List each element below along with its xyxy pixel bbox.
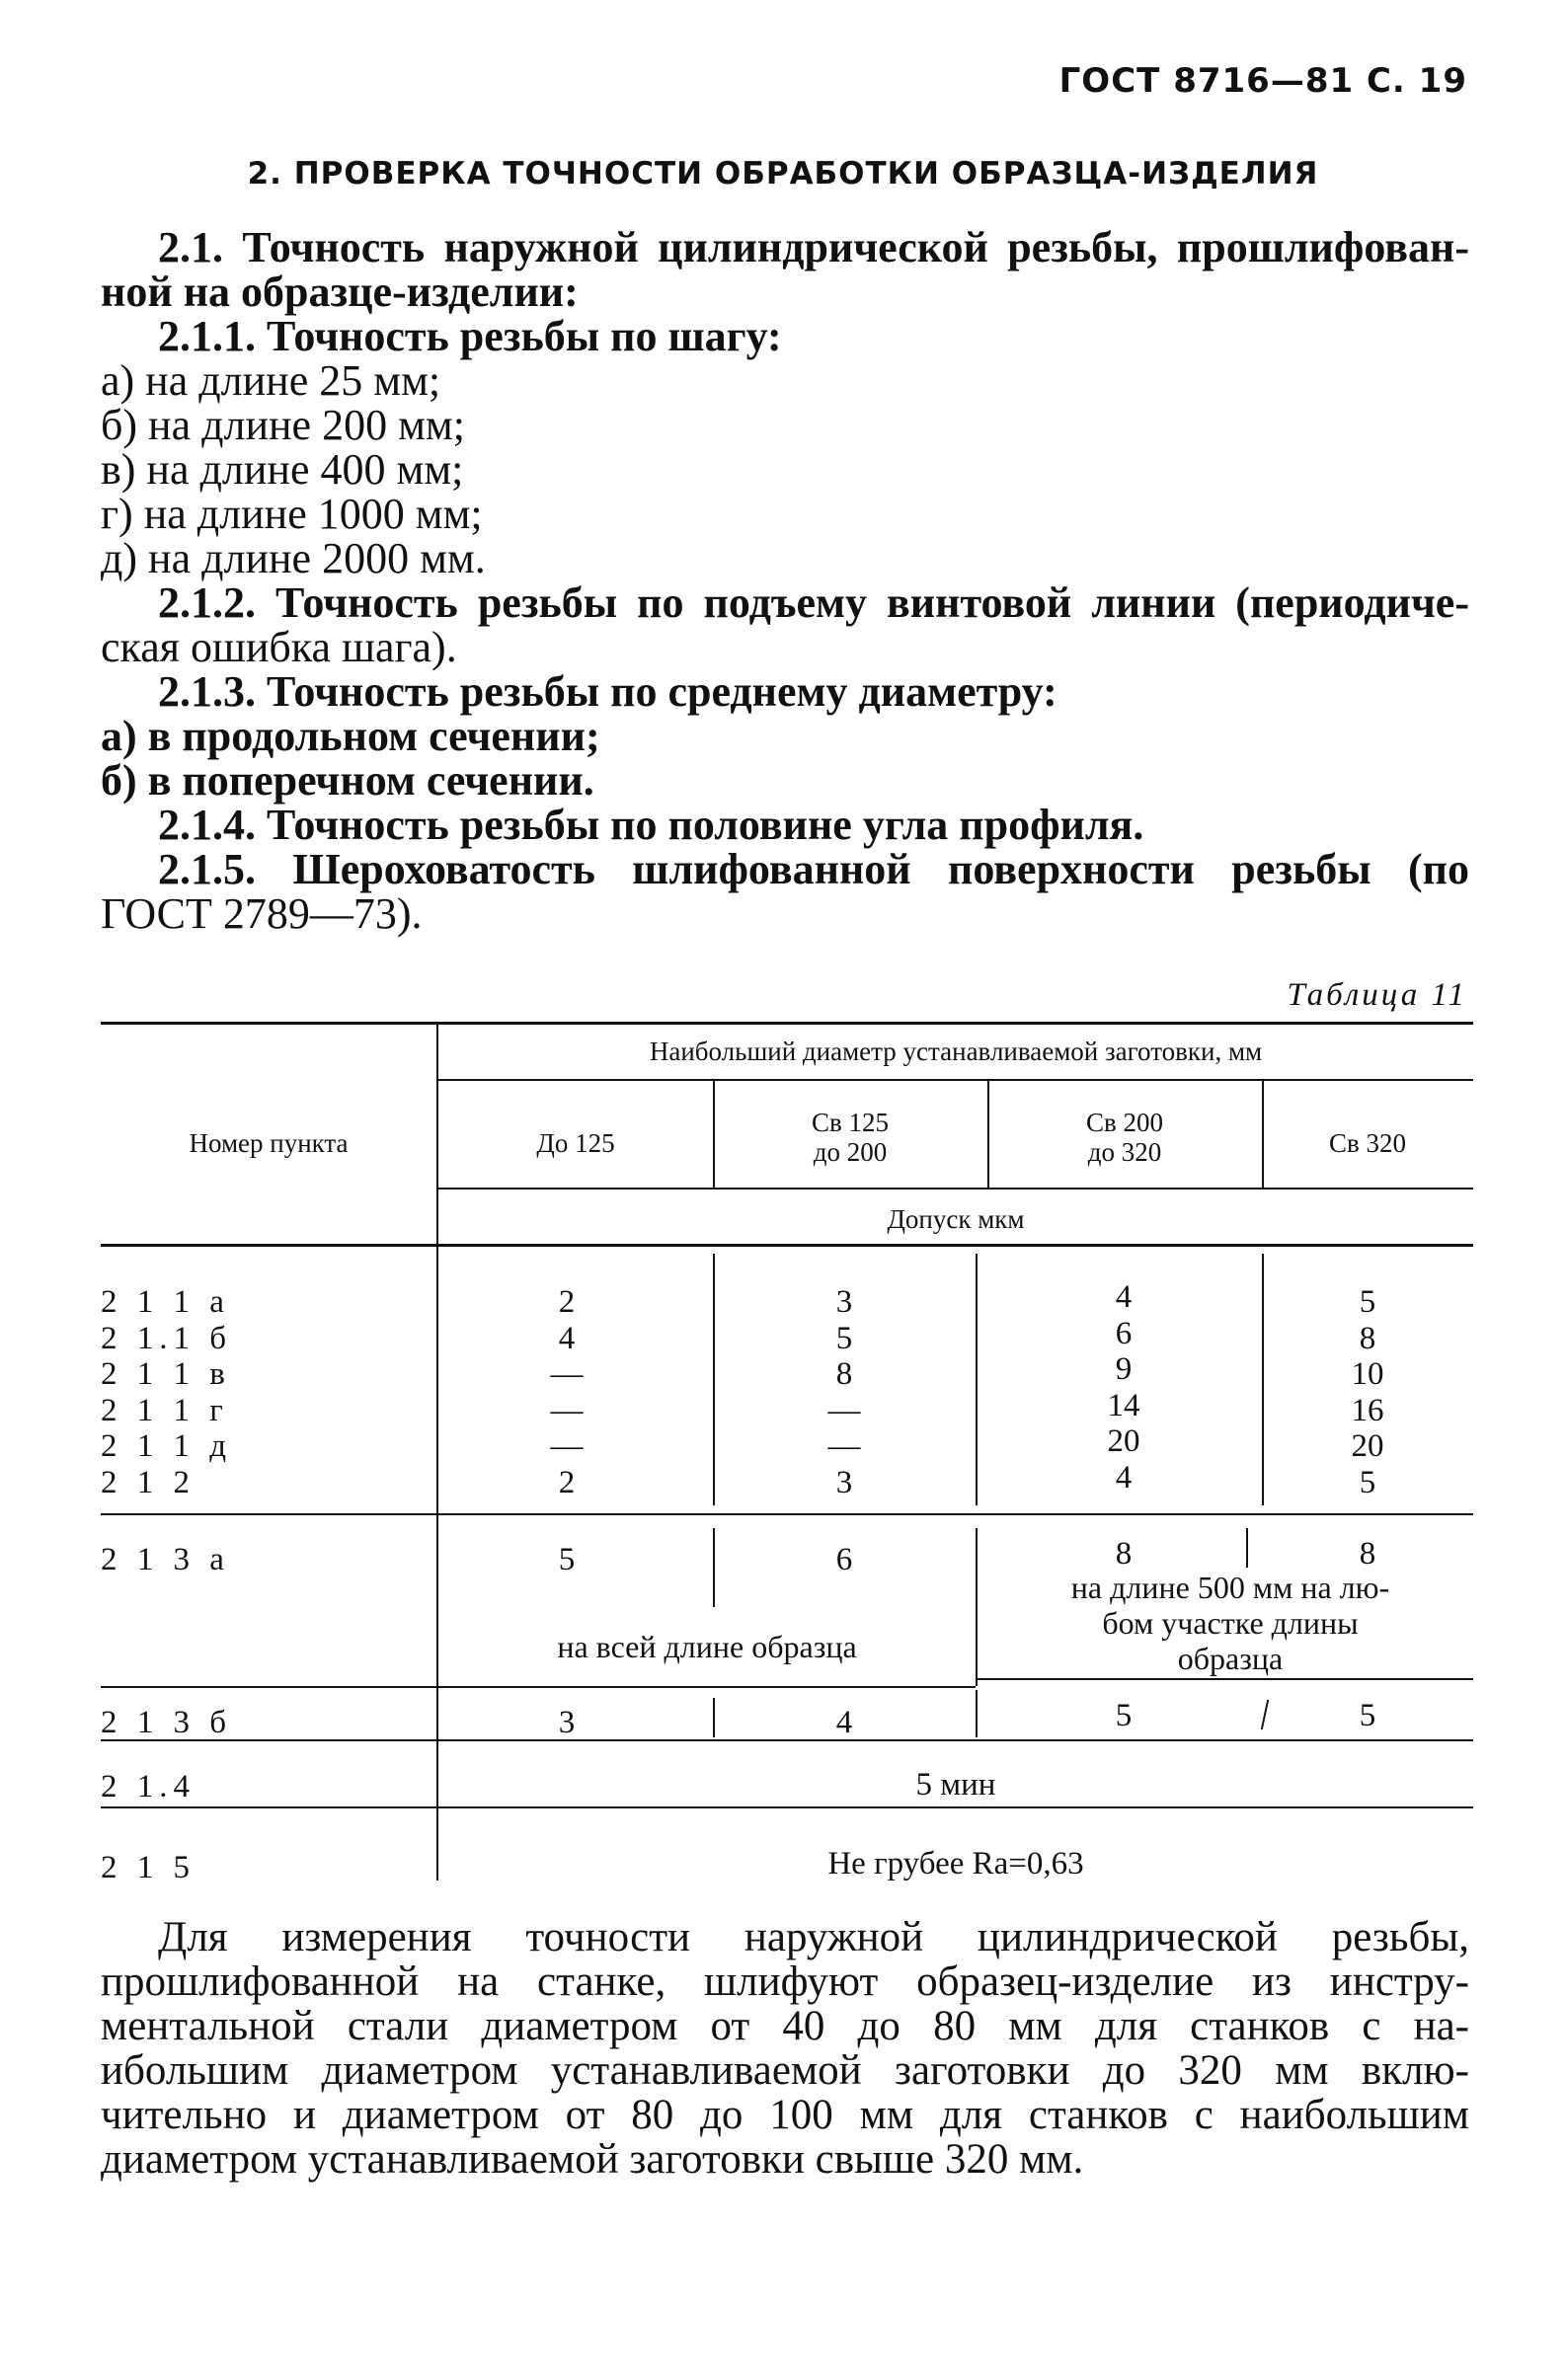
list-item-longitudinal: а) в продольном сечении; [101, 712, 600, 760]
table-cell: 4 [1115, 1279, 1133, 1315]
range-header-3-line2: до 320 [1087, 1137, 1162, 1167]
paragraph-2-1-3: 2.1.3. Точность резьбы по среднему диаметру: [158, 667, 1057, 716]
footer-line: прошлифованной на станке, шлифуют образец-изделие из инстру- [101, 1958, 1469, 2005]
range-header-3 [987, 1108, 1262, 1167]
row-215-item: 2 1 5 [101, 1850, 196, 1885]
tolerance-header: Допуск мкм [887, 1204, 1025, 1234]
row-213a-col1: 5 [558, 1542, 576, 1577]
group-header: Наибольший диаметр устанавливаемой заготовки, мм [649, 1036, 1263, 1066]
paragraph-2-1-5-line2: ГОСТ 2789—73). [101, 889, 423, 938]
range-header-2-line2: до 200 [813, 1137, 888, 1167]
row-213b-col3: 5 [1115, 1698, 1133, 1733]
table-cell: 8 [1359, 1320, 1376, 1356]
list-item-a: а) на длине 25 мм; [101, 356, 441, 405]
section-title: 2. ПРОВЕРКА ТОЧНОСТИ ОБРАБОТКИ ОБРАЗЦА-ИЗДЕЛИЯ [247, 156, 1319, 192]
note-line: образца [1177, 1641, 1284, 1676]
table-cell: 16 [1351, 1392, 1384, 1428]
range-header-2-line1: Св 125 [811, 1108, 889, 1137]
table-cell: — [827, 1428, 861, 1464]
table-cell: 3 [835, 1284, 853, 1320]
row-213a-note-right [987, 1570, 1473, 1676]
table-row-item: 2 1 1 а [101, 1284, 230, 1320]
table-cell: 5 [1359, 1464, 1376, 1500]
table-cell: 2 [558, 1464, 576, 1500]
table-rule-col3-213a [976, 1528, 978, 1686]
block1-col3 [997, 1279, 1250, 1496]
range-header-3-line1: Св 200 [1085, 1108, 1163, 1137]
table-cell: 5 [835, 1320, 853, 1356]
row-213a-col2: 6 [835, 1542, 853, 1577]
range-header-4: Св 320 [1328, 1128, 1406, 1158]
list-item-g: г) на длине 1000 мм; [101, 490, 483, 538]
table-cell: 9 [1115, 1351, 1133, 1387]
item-number-header: Номер пункта [189, 1128, 349, 1158]
table-rule-block1 [101, 1513, 1473, 1515]
table-row-item: 2 1.1 б [101, 1320, 233, 1356]
row-214-item: 2 1.4 [101, 1769, 196, 1804]
list-item-d: д) на длине 2000 мм. [101, 534, 486, 582]
row-213b-item: 2 1 3 б [101, 1705, 233, 1740]
table-cell: 8 [835, 1356, 853, 1392]
block1-col1 [438, 1284, 695, 1500]
row-213a-col4: 8 [1359, 1536, 1376, 1572]
row-213a-item: 2 1 3 а [101, 1542, 230, 1577]
range-header-2 [713, 1108, 987, 1167]
table-cell: 5 [1359, 1284, 1376, 1320]
table-cell: 20 [1107, 1423, 1140, 1459]
footer-line: чительно и диаметром от 80 до 100 мм для станков с наибольшим [101, 2092, 1469, 2138]
list-item-b: б) на длине 200 мм; [101, 401, 465, 449]
table-cell: 4 [1115, 1459, 1133, 1496]
range-header-1: До 125 [536, 1128, 615, 1158]
block1-items [101, 1284, 427, 1500]
table-row-item: 2 1 2 [101, 1464, 196, 1500]
table-rule-214 [101, 1806, 1473, 1808]
table-rule-group [438, 1079, 1473, 1081]
table-row-item: 2 1 1 г [101, 1392, 229, 1428]
table-rule-ranges [438, 1188, 1473, 1190]
paragraph-2-1-1: 2.1.1. Точность резьбы по шагу: [158, 312, 782, 360]
table-rule-header-bottom [101, 1244, 1473, 1247]
table-rule-top [101, 1022, 1473, 1025]
table-cell: — [550, 1428, 584, 1464]
paragraph-2-1-line1: 2.1. Точность наружной цилиндрической резьбы, прошлифован- [158, 223, 1469, 271]
table-caption: Таблица 11 [1287, 977, 1467, 1013]
block1-col2 [713, 1284, 976, 1500]
row-215-value: Не грубее Ra=0,63 [827, 1846, 1084, 1881]
table-rule-213a-right [976, 1678, 1473, 1680]
list-item-transverse: б) в поперечном сечении. [101, 756, 594, 805]
paragraph-2-1-2-line1: 2.1.2. Точность резьбы по подъему винтовой линии (периодиче- [158, 578, 1469, 627]
footer-line: Для измерения точности наружной цилиндрической резьбы, [158, 1914, 1469, 1960]
table-cell: 2 [558, 1284, 576, 1320]
row-213a-note-left: на всей длине образца [557, 1629, 857, 1664]
table-cell: — [827, 1392, 861, 1428]
row-213a-col3: 8 [1115, 1536, 1133, 1572]
table-row-item: 2 1 1 в [101, 1356, 231, 1392]
paragraph-2-1-5-line1: 2.1.5. Шероховатость шлифованной поверхности резьбы (по [158, 845, 1469, 893]
footer-line: диаметром устанавливаемой заготовки свыше 320 мм. [101, 2136, 1084, 2183]
paragraph-2-1-line2: ной на образце-изделии: [101, 268, 579, 316]
table-cell: 6 [1115, 1315, 1133, 1351]
footer-line: ментальной стали диаметром от 40 до 80 мм для станков с на- [101, 2003, 1469, 2049]
table-cell: 10 [1351, 1356, 1384, 1392]
list-item-v: в) на длине 400 мм; [101, 445, 464, 494]
paragraph-2-1-2-line2: ская ошибка шага). [101, 623, 457, 671]
table-rule-col3-213b [976, 1690, 978, 1737]
row-213b-col4: 5 [1359, 1698, 1376, 1733]
table-cell: 20 [1351, 1428, 1384, 1464]
table-cell: 14 [1107, 1387, 1140, 1423]
table-cell: 4 [558, 1320, 576, 1356]
page-header: ГОСТ 8716—81 С. 19 [1058, 61, 1467, 101]
footer-line: ибольшим диаметром устанавливаемой заготовки до 320 мм вклю- [101, 2047, 1469, 2094]
footer-paragraph [101, 1915, 1469, 2182]
row-213b-col1: 3 [558, 1705, 576, 1740]
table-rule-213a-left [101, 1686, 976, 1688]
table-cell: 3 [835, 1464, 853, 1500]
note-line: на длине 500 мм на лю- [1070, 1570, 1390, 1605]
paragraph-2-1-4: 2.1.4. Точность резьбы по половине угла профиля. [158, 801, 1144, 849]
row-213b-col2: 4 [835, 1705, 853, 1740]
table-rule-col3-body [976, 1254, 978, 1505]
block1-col4 [1262, 1284, 1473, 1500]
row-214-value: 5 мин [915, 1767, 996, 1803]
note-line: бом участке длины [1102, 1605, 1359, 1641]
table-row-item: 2 1 1 д [101, 1428, 233, 1464]
table-cell: — [550, 1392, 584, 1428]
table-cell: — [550, 1356, 584, 1392]
